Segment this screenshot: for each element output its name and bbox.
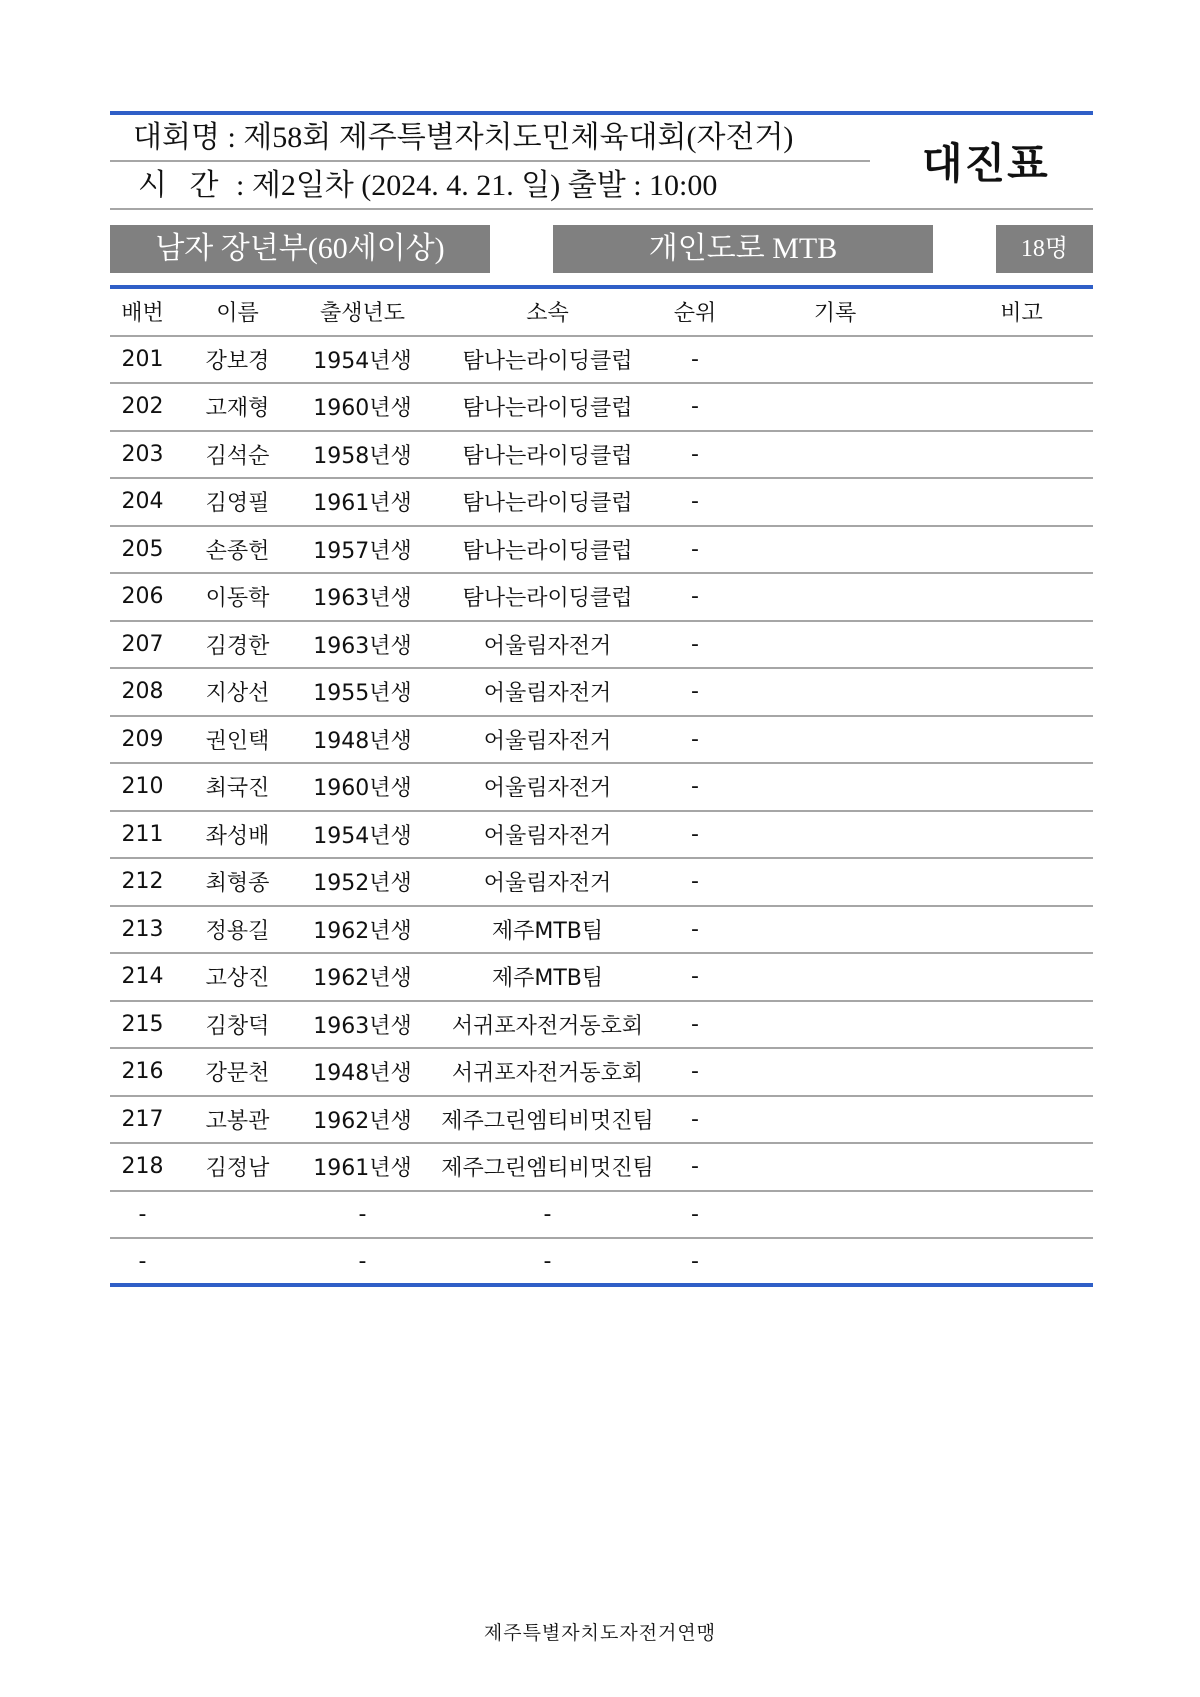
note-cell [950, 1097, 1093, 1143]
schedule-line [138, 166, 717, 206]
name-cell: 강보경 [205, 348, 270, 374]
record-cell [720, 669, 950, 715]
rank-cell: - [691, 774, 699, 800]
header-top-rule [110, 111, 1093, 115]
record-cell [720, 907, 950, 953]
rank-cell: - [691, 346, 699, 372]
participant-count-box: 18명 [996, 225, 1093, 273]
bib-cell: 215 [121, 1011, 164, 1037]
club-cell: 어울림자전거 [483, 871, 612, 897]
record-cell [720, 717, 950, 763]
note-cell [950, 764, 1093, 810]
rank-cell: - [691, 1249, 699, 1275]
rank-cell: - [691, 536, 699, 562]
record-cell [720, 1002, 950, 1048]
table-row [110, 337, 1093, 385]
birth-year-cell: 1961년생 [313, 491, 412, 517]
table-row [110, 527, 1093, 575]
bib-cell: 209 [121, 726, 164, 752]
table-row [110, 1097, 1093, 1145]
rank-cell: - [691, 394, 699, 420]
bib-cell: - [138, 1201, 147, 1227]
name-cell: 최국진 [205, 776, 270, 802]
club-cell: 탐나는라이딩클럽 [462, 443, 633, 469]
club-cell: 제주MTB팀 [491, 966, 604, 992]
rank-cell: - [691, 821, 699, 847]
note-cell [950, 337, 1093, 383]
name-cell [175, 1192, 300, 1238]
birth-year-cell: 1948년생 [313, 728, 412, 754]
club-cell: 서귀포자전거동호회 [451, 1061, 644, 1087]
record-cell [720, 1239, 950, 1285]
rank-cell: - [691, 1201, 699, 1227]
record-cell [720, 622, 950, 668]
note-cell [950, 812, 1093, 858]
bib-cell: 201 [121, 346, 164, 372]
table-row [110, 764, 1093, 812]
rank-cell: - [691, 441, 699, 467]
birth-year-cell: 1954년생 [313, 823, 412, 849]
rank-cell: - [691, 1011, 699, 1037]
club-cell: 탐나는라이딩클럽 [462, 396, 633, 422]
table-row [110, 907, 1093, 955]
note-cell [950, 717, 1093, 763]
bib-cell: 208 [121, 679, 164, 705]
bib-cell: 205 [121, 536, 164, 562]
record-cell [720, 574, 950, 620]
table-row [110, 479, 1093, 527]
club-cell: 탐나는라이딩클럽 [462, 586, 633, 612]
name-cell: 김정남 [205, 1156, 270, 1182]
name-cell: 고재형 [205, 396, 270, 422]
rank-cell: - [691, 1106, 699, 1132]
birth-year-cell: 1952년생 [313, 871, 412, 897]
name-cell: 권인택 [205, 728, 270, 754]
bib-cell: - [138, 1249, 147, 1275]
table-row [110, 622, 1093, 670]
bib-cell: 212 [121, 869, 164, 895]
record-cell [720, 1192, 950, 1238]
table-body [110, 337, 1093, 1287]
club-cell: 탐나는라이딩클럽 [462, 348, 633, 374]
name-cell: 김창덕 [205, 1013, 270, 1039]
club-cell: 탐나는라이딩클럽 [462, 538, 633, 564]
column-header-record: 기록 [813, 301, 857, 327]
note-cell [950, 384, 1093, 430]
record-cell [720, 812, 950, 858]
club-cell: 어울림자전거 [483, 776, 612, 802]
table-row [110, 574, 1093, 622]
table-row [110, 1239, 1093, 1287]
rank-cell: - [691, 964, 699, 990]
column-header-bib: 배번 [121, 301, 164, 327]
note-cell [950, 859, 1093, 905]
club-cell: 서귀포자전거동호회 [451, 1013, 644, 1039]
birth-year-cell: 1962년생 [313, 1108, 412, 1134]
column-header-note: 비고 [1000, 301, 1043, 327]
birth-year-cell: 1963년생 [313, 1013, 412, 1039]
rank-cell: - [691, 1059, 699, 1085]
note-cell [950, 1002, 1093, 1048]
record-cell [720, 432, 950, 478]
bib-cell: 218 [121, 1154, 164, 1180]
club-cell: 어울림자전거 [483, 823, 612, 849]
birth-year-cell: 1962년생 [313, 918, 412, 944]
name-cell: 고상진 [205, 966, 270, 992]
birth-year-cell: 1958년생 [313, 443, 412, 469]
record-cell [720, 954, 950, 1000]
name-cell: 지상선 [205, 681, 270, 707]
name-cell: 강문천 [205, 1061, 270, 1087]
rank-cell: - [691, 869, 699, 895]
record-cell [720, 337, 950, 383]
birth-year-cell: 1962년생 [313, 966, 412, 992]
note-cell [950, 622, 1093, 668]
note-cell [950, 954, 1093, 1000]
header-bottom-rule [110, 208, 1093, 210]
record-cell [720, 1144, 950, 1190]
record-cell [720, 527, 950, 573]
club-cell: 제주그린엠티비멋진팀 [441, 1108, 654, 1134]
record-cell [720, 859, 950, 905]
club-cell: 어울림자전거 [483, 633, 612, 659]
birth-year-cell: - [358, 1249, 367, 1275]
note-cell [950, 1239, 1093, 1285]
table-row [110, 1144, 1093, 1192]
bib-cell: 207 [121, 631, 164, 657]
note-cell [950, 669, 1093, 715]
table-row [110, 859, 1093, 907]
table-row [110, 717, 1093, 765]
bib-cell: 202 [121, 394, 164, 420]
name-cell: 김경한 [205, 633, 270, 659]
birth-year-cell: - [358, 1201, 367, 1227]
birth-year-cell: 1955년생 [313, 681, 412, 707]
rank-cell: - [691, 1154, 699, 1180]
birth-year-cell: 1963년생 [313, 633, 412, 659]
name-cell: 손종헌 [205, 538, 270, 564]
division-box: 남자 장년부(60세이상) [110, 225, 490, 273]
record-cell [720, 1049, 950, 1095]
rank-cell: - [691, 679, 699, 705]
bib-cell: 203 [121, 441, 164, 467]
bib-cell: 217 [121, 1106, 164, 1132]
birth-year-cell: 1954년생 [313, 348, 412, 374]
bib-cell: 206 [121, 584, 164, 610]
table-row [110, 384, 1093, 432]
club-cell: 어울림자전거 [483, 681, 612, 707]
competition-title: 대회명 : 제58회 제주특별자치도민체육대회(자전거) [133, 121, 794, 154]
club-cell: 제주MTB팀 [491, 918, 604, 944]
birth-year-cell: 1960년생 [313, 396, 412, 422]
column-header-rank: 순위 [673, 301, 717, 327]
rank-cell: - [691, 726, 699, 752]
record-cell [720, 1097, 950, 1143]
document-title: 대진표 [922, 139, 1050, 188]
note-cell [950, 1144, 1093, 1190]
note-cell [950, 479, 1093, 525]
bib-cell: 204 [121, 489, 164, 515]
table-row [110, 1192, 1093, 1240]
event-box: 개인도로 MTB [553, 225, 933, 273]
record-cell [720, 479, 950, 525]
footer-organization: 제주특별자치도자전거연맹 [483, 1622, 717, 1644]
club-cell: - [543, 1249, 552, 1275]
birth-year-cell: 1963년생 [313, 586, 412, 612]
table-row [110, 1002, 1093, 1050]
name-cell [175, 1239, 300, 1285]
name-cell: 김영필 [205, 491, 270, 517]
name-cell: 좌성배 [205, 823, 270, 849]
rank-cell: - [691, 916, 699, 942]
birth-year-cell: 1957년생 [313, 538, 412, 564]
column-header-club: 소속 [526, 301, 569, 327]
birth-year-cell: 1961년생 [313, 1156, 412, 1182]
table-row [110, 812, 1093, 860]
note-cell [950, 432, 1093, 478]
note-cell [950, 527, 1093, 573]
time-value: : 제2일차 (2024. 4. 21. 일) 출발 : 10:00 [236, 169, 718, 202]
time-label: 시 간 [138, 169, 219, 202]
note-cell [950, 1192, 1093, 1238]
note-cell [950, 574, 1093, 620]
rank-cell: - [691, 489, 699, 515]
rank-cell: - [691, 631, 699, 657]
title-underline [110, 160, 870, 162]
name-cell: 최형종 [205, 871, 270, 897]
table-row [110, 432, 1093, 480]
club-cell: 제주그린엠티비멋진팀 [441, 1156, 654, 1182]
bib-cell: 210 [121, 774, 164, 800]
record-cell [720, 764, 950, 810]
bib-cell: 211 [121, 821, 164, 847]
table-bottom-rule [110, 1283, 1093, 1287]
club-cell: 어울림자전거 [483, 728, 612, 754]
club-cell: 탐나는라이딩클럽 [462, 491, 633, 517]
column-header-name: 이름 [216, 301, 259, 327]
table-row [110, 1049, 1093, 1097]
name-cell: 고봉관 [205, 1108, 270, 1134]
note-cell [950, 907, 1093, 953]
table-header-row [110, 289, 1093, 337]
table-row [110, 954, 1093, 1002]
entry-table [110, 289, 1093, 1287]
note-cell [950, 1049, 1093, 1095]
bib-cell: 213 [121, 916, 164, 942]
birth-year-cell: 1960년생 [313, 776, 412, 802]
table-row [110, 669, 1093, 717]
bib-cell: 214 [121, 964, 164, 990]
birth-year-cell: 1948년생 [313, 1061, 412, 1087]
bib-cell: 216 [121, 1059, 164, 1085]
record-cell [720, 384, 950, 430]
name-cell: 이동학 [205, 586, 270, 612]
name-cell: 정용길 [205, 918, 270, 944]
club-cell: - [543, 1201, 552, 1227]
rank-cell: - [691, 584, 699, 610]
column-header-birth-year: 출생년도 [319, 301, 405, 327]
name-cell: 김석순 [205, 443, 270, 469]
